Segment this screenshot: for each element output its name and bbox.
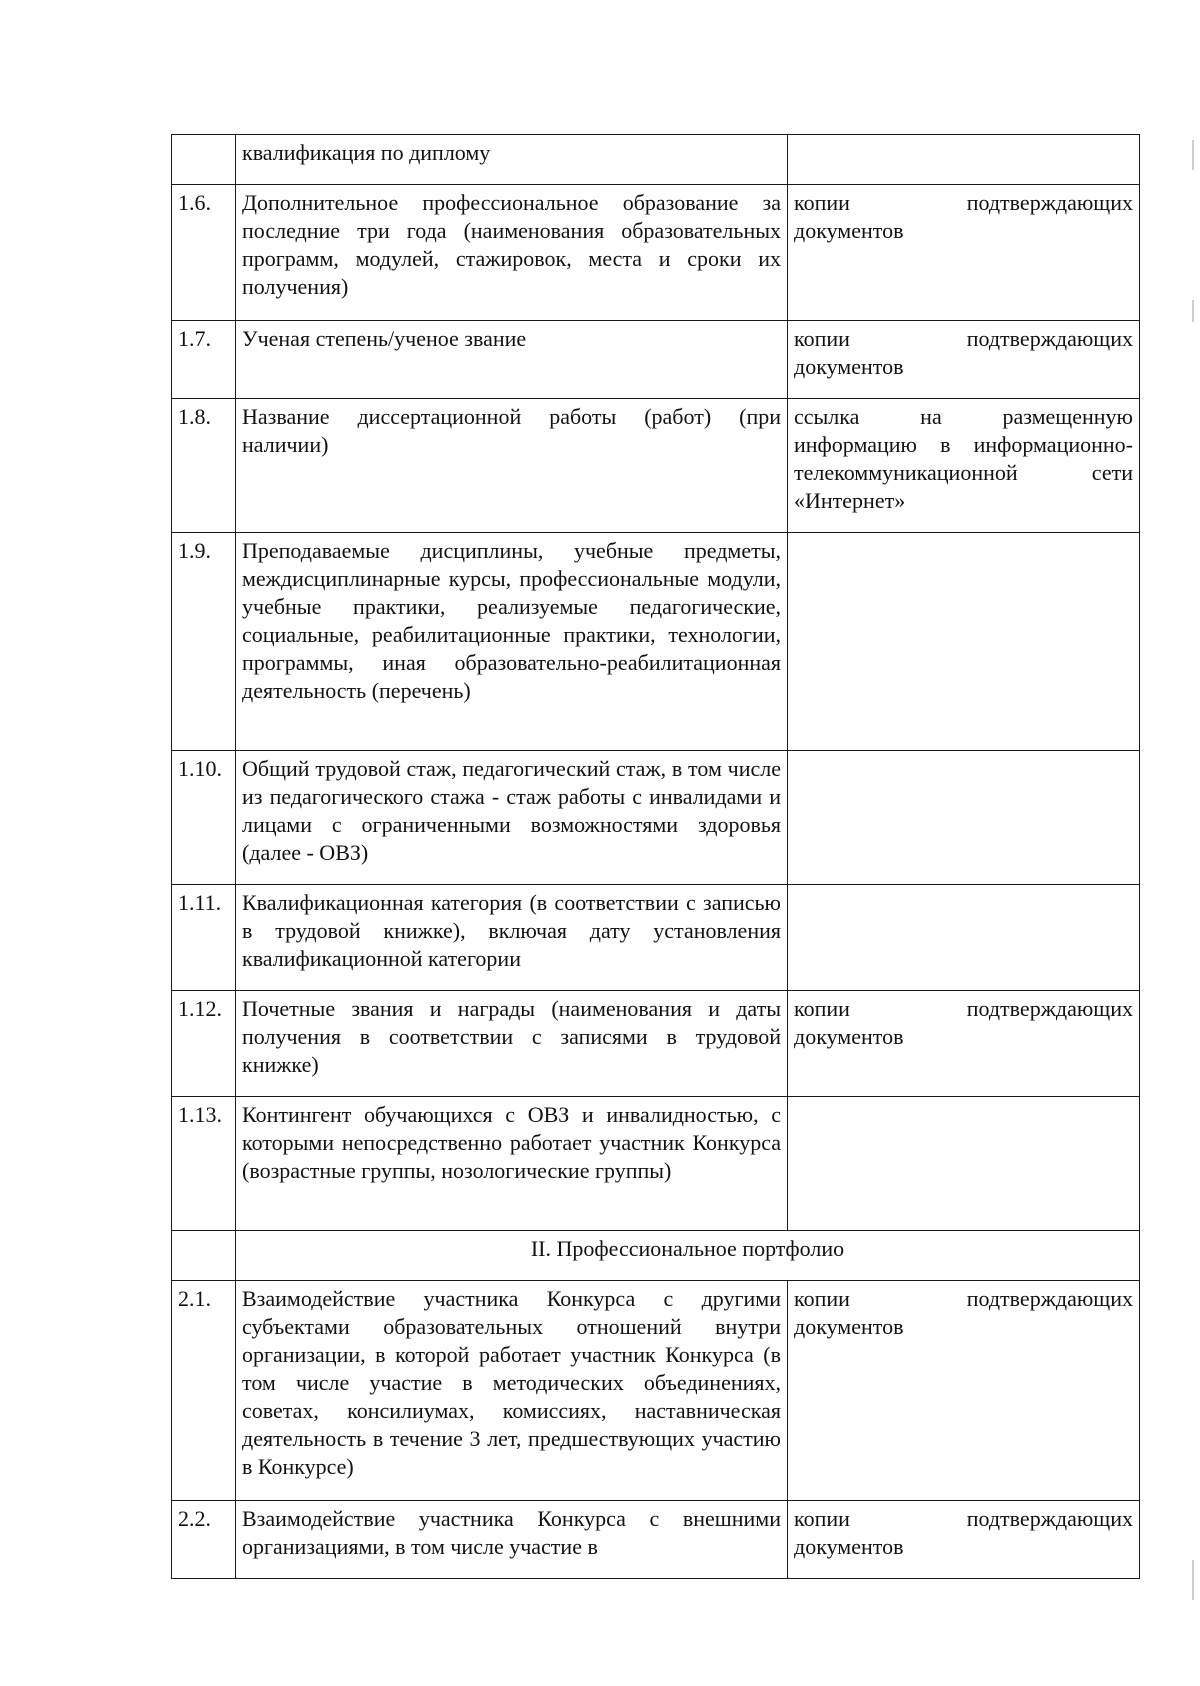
row-number: 1.9. <box>172 533 236 751</box>
row-note: копии подтверждающих документов <box>788 1501 1140 1579</box>
table-row <box>172 1097 1140 1231</box>
row-number: 2.2. <box>172 1501 236 1579</box>
row-description: Взаимодействие участника Конкурса с внешними организациями, в том числе участие в <box>236 1501 788 1579</box>
row-number: 1.10. <box>172 751 236 885</box>
section-title: II. Профессиональное портфолио <box>236 1231 1140 1281</box>
scan-edge-mark <box>1192 300 1194 322</box>
row-description: Ученая степень/ученое звание <box>236 321 788 399</box>
section-number-cell <box>172 1231 236 1281</box>
row-number <box>172 135 236 185</box>
row-description: Название диссертационной работы (работ) (при наличии) <box>236 399 788 533</box>
table-row <box>172 1501 1140 1579</box>
table-row <box>172 533 1140 751</box>
row-number: 1.11. <box>172 885 236 991</box>
row-description: Преподаваемые дисциплины, учебные предметы, междисциплинарные курсы, профессиональные модули, учебные практики, реализуемые педагогические, социальные, реабилитационные практики, технологии, программы, иная образовательно-реабилитационная деятельность (перечень) <box>236 533 788 751</box>
row-number: 1.8. <box>172 399 236 533</box>
table-row <box>172 399 1140 533</box>
table-row <box>172 751 1140 885</box>
row-note <box>788 751 1140 885</box>
table-row <box>172 991 1140 1097</box>
table-row <box>172 1281 1140 1501</box>
scan-edge-mark <box>1192 140 1194 170</box>
row-description: Дополнительное профессиональное образование за последние три года (наименования образовательных программ, модулей, стажировок, места и сроки их получения) <box>236 185 788 321</box>
row-note: ссылка на размещенную информацию в информационно-телекоммуникационной сети «Интернет» <box>788 399 1140 533</box>
portfolio-table <box>171 134 1140 1579</box>
scan-edge-mark <box>1192 1560 1194 1600</box>
section-header-row <box>172 1231 1140 1281</box>
row-description: квалификация по диплому <box>236 135 788 185</box>
row-note <box>788 533 1140 751</box>
row-description: Квалификационная категория (в соответствии с записью в трудовой книжке), включая дату установления квалификационной категории <box>236 885 788 991</box>
table-row <box>172 185 1140 321</box>
row-note <box>788 1097 1140 1231</box>
row-note <box>788 885 1140 991</box>
row-number: 1.12. <box>172 991 236 1097</box>
row-note: копии подтверждающих документов <box>788 185 1140 321</box>
row-note <box>788 135 1140 185</box>
row-description: Контингент обучающихся с ОВЗ и инвалидностью, с которыми непосредственно работает участник Конкурса (возрастные группы, нозологические группы) <box>236 1097 788 1231</box>
row-number: 2.1. <box>172 1281 236 1501</box>
row-number: 1.6. <box>172 185 236 321</box>
row-description: Почетные звания и награды (наименования и даты получения в соответствии с записями в трудовой книжке) <box>236 991 788 1097</box>
row-note: копии подтверждающих документов <box>788 1281 1140 1501</box>
table-row <box>172 885 1140 991</box>
row-number: 1.7. <box>172 321 236 399</box>
row-number: 1.13. <box>172 1097 236 1231</box>
table-row <box>172 321 1140 399</box>
row-description: Общий трудовой стаж, педагогический стаж, в том числе из педагогического стажа - стаж работы с инвалидами и лицами с ограниченными возможностями здоровья (далее - ОВЗ) <box>236 751 788 885</box>
table-row <box>172 135 1140 185</box>
row-description: Взаимодействие участника Конкурса с другими субъектами образовательных отношений внутри организации, в которой работает участник Конкурса (в том числе участие в методических объединениях, советах, консилиумах, комиссиях, наставническая деятельность в течение 3 лет, предшествующих участию в Конкурсе) <box>236 1281 788 1501</box>
row-note: копии подтверждающих документов <box>788 321 1140 399</box>
row-note: копии подтверждающих документов <box>788 991 1140 1097</box>
